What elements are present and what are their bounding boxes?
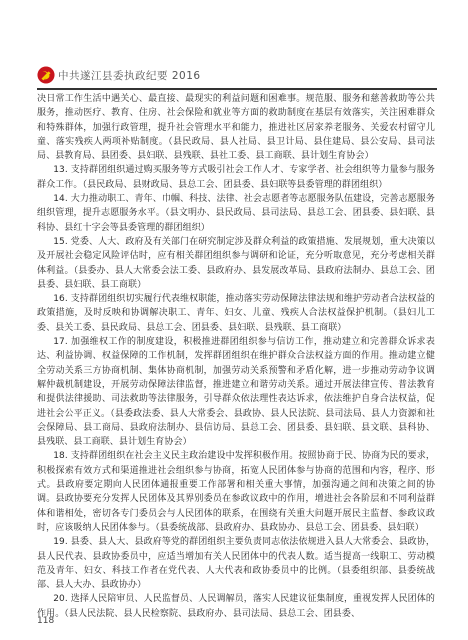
header-divider — [37, 88, 437, 90]
page-number: 118 — [37, 616, 55, 626]
header-title: 中共遂江县委执政纪要 2016 — [58, 70, 201, 82]
paragraph: 17. 加强维权工作的制度建设，积极推进群团组织参与信访工作，推动建立和完善群众诉求表达、利益协调、权益保障的工作机制，发挥群团组织在维护群众合法权益方面的作用。推动建立健全劳动关系三方协商机制、集体协商机制，加强劳动关系预警和矛盾化解，进一步推动劳动争议调解仲裁机制建设，开展劳动保障法律监督，推进建立和谐劳动关系。通过开展法律宣传、普法教育和提供法律援助、司法救助等法律服务，引导群众依法理性表达诉求，依法维护自身合法权益，促进社会公平正义。（县委政法委、县人大常委会、县政协、县人民法院、县司法局、县人力资源和社会保障局、县工商局、县政府法制办、县信访局、县总工会、团县委、县妇联、县文联、县科协、县残联、县工商联、县计划生育协会） — [37, 337, 435, 448]
paragraph: 决日常工作生活中遇关心、最直接、最现实的利益问题和困难事。规范服、服务和慈善救助等公共服务，推动医疗、教育、住房、社会保险和就业等方面的救助制度在基层有效落实，关注困难群众和特殊群体，加强行政管理，提升社会管理水平和能力，推进社区居家养老服务、关爱农村留守儿童、落实残疾人两项补贴制度。（县民政局、县人社局、县卫计局、县住建局、县公安局、县司法局、县教育局、县团委、县妇联、县残联、县社工委、县工商联、县计划生育协会） — [37, 94, 435, 162]
party-emblem-icon — [37, 66, 55, 84]
document-body — [37, 92, 435, 619]
paragraph: 15. 党委、人大、政府及有关部门在研究制定涉及群众利益的政策措施、发展规划，重大决策以及开展社会稳定风险评估时，应有相关群团组织参与调研和论证，充分听取意见，充分考虑相关群体利益。（县委办、县人大常委会法工委、县政府办、县发展改革局、县政府法制办、县总工会、团县委、县妇联、县工商联） — [37, 236, 435, 290]
paragraph: 20. 选择人民陪审员、人民监督员、人民调解员，落实人民建议征集制度，重视发挥人民团体的作用。（县人民法院、县人民检察院、县政府办、县司法局、县总工会、团县委、 — [37, 594, 435, 619]
page-header — [0, 64, 468, 90]
paragraph: 14. 大力推动职工、青年、巾帼、科技、法律、社会志愿者等志愿服务队伍建设，完善志愿服务组织管理，提升志愿服务水平。（县文明办、县民政局、县司法局、县总工会、团县委、县妇联、县科协、县红十字会等县委管理的群团组织） — [37, 194, 435, 233]
paragraph: 13. 支持群团组织通过购买服务等方式吸引社会工作人才、专家学者、社会组织等力量参与服务群众工作。（县民政局、县财政局、县总工会、团县委、县妇联等县委管理的群团组织） — [37, 165, 435, 190]
paragraph: 16. 支持群团组织切实履行代表维权职能，推动落实劳动保障法律法规和维护劳动者合法权益的政策措施，及时反映和协调解决职工、青年、妇女、儿童、残疾人合法权益保护机制。（县妇儿工委、县关工委、县民政局、县总工会、团县委、县妇联、县残联、县工商联） — [37, 294, 435, 333]
paragraph: 19. 县委、县人大、县政府等党的群团组织主要负责同志依法依规进入县人大常委会、县政协，县人民代表、县政协委员中，应适当增加有关人民团体中的代表人数。适当提高一线职工、劳动模范及青年、妇女、科技工作者在党代表、人大代表和政协委员中的比例。（县委组织部、县委统战部、县人大办、县政协办） — [37, 537, 435, 591]
paragraph: 18. 支持群团组织在社会主义民主政治建设中发挥积极作用。按照协商于民、协商为民的要求，积极探索有效方式和渠道推进社会组织参与协商，拓宽人民团体参与协商的范围和内容，程序、形式。县政府要定期向人民团体通报重要工作部署和相关重大事情，加强沟通之间和决策之间的协调。县政协要充分发挥人民团体及其界别委员在参政议政中的作用，增进社会各阶层和不同利益群体和谐相处，密切各专门委员会与人民团体的联系，在围绕有关重大问题开展民主监督、参政议政时，应该吸纳人民团体参与。（县委统战部、县政府办、县政协办、县总工会、团县委、县妇联） — [37, 451, 435, 533]
